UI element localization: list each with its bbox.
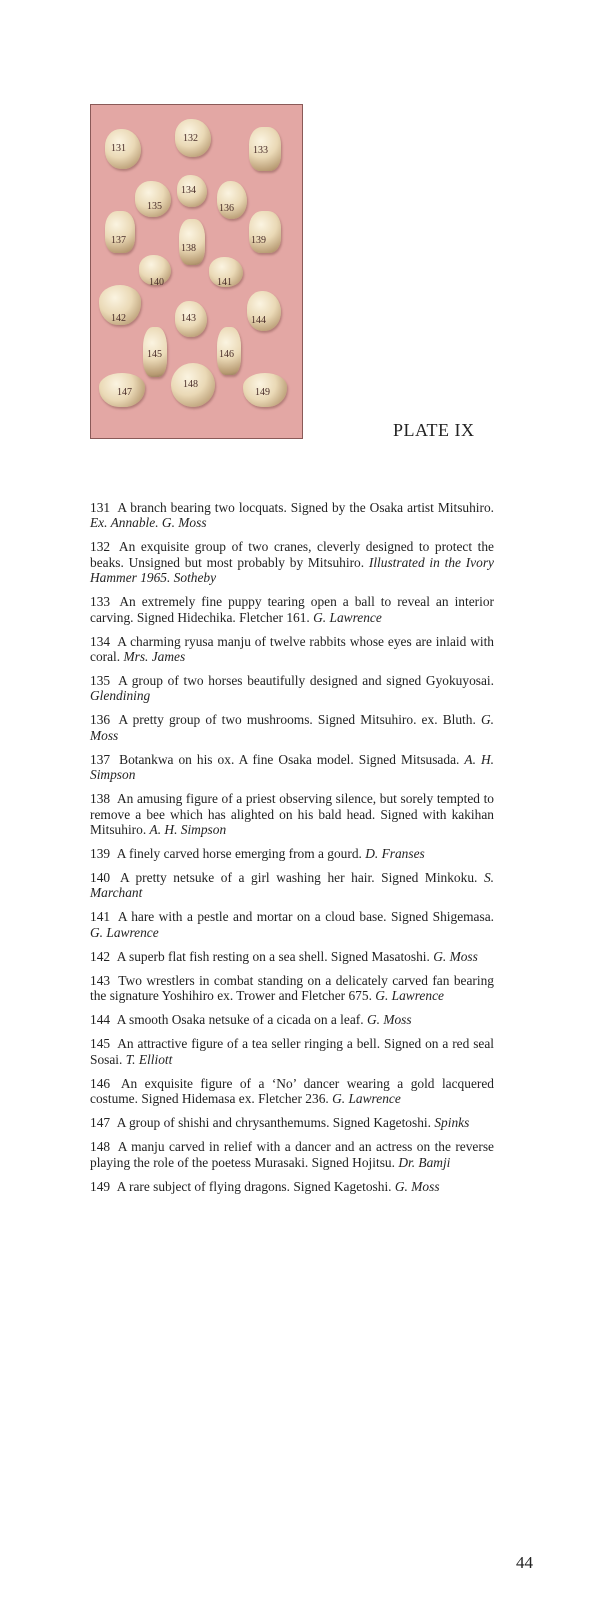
entry-description: A group of two horses beautifully designed and signed Gyokuyosai. [118,673,494,689]
plate-label-142: 142 [111,313,126,324]
entry-description: An attractive figure of a tea seller ringing a bell. Signed on a red seal Sosai. [90,1036,495,1067]
catalogue-entry [90,1036,494,1067]
entry-source: G. Moss [433,948,478,964]
entry-source: Illustrated in the Ivory Hammer 1965. Sotheby [90,554,494,586]
entry-source: A. H. Simpson [90,751,494,783]
catalogue-entry [90,634,494,665]
entry-description: Botankwa on his ox. A fine Osaka model. Signed Mitsusada. [119,751,460,767]
entry-number: 143 [90,972,111,988]
plate-label-135: 135 [147,201,162,212]
entry-source: A. H. Simpson [149,822,227,838]
netsuke-137 [105,211,135,253]
entry-number: 131 [90,500,111,515]
entry-description: An amusing figure of a priest observing silence, but sorely tempted to remove a bee which has alighted on his bald head. Signed with kakihan Mitsuhiro. [90,791,494,838]
catalogue-entry [90,1012,494,1027]
catalogue-entries [90,500,494,1203]
entry-number: 142 [90,948,111,964]
catalogue-entry [90,949,494,964]
netsuke-138 [179,219,205,265]
entry-source: Dr. Bamji [398,1154,451,1170]
entry-source: G. Moss [394,1178,440,1194]
entry-description: An exquisite group of two cranes, cleverly designed to protect the beaks. Unsigned but most probably by Mitsuhiro. [90,539,494,570]
entry-number: 136 [90,712,111,728]
catalogue-entry [90,1179,494,1194]
entry-description: Two wrestlers in combat standing on a delicately carved fan bearing the signature Yoshihiro ex. Trower and Fletcher 675. [90,972,494,1004]
entry-number: 144 [90,1012,111,1028]
plate-label-147: 147 [117,387,132,398]
entry-number: 135 [90,673,111,689]
catalogue-entry [90,791,494,837]
entry-source: G. Lawrence [313,609,382,625]
entry-description: A manju carved in relief with a dancer and an actress on the reverse playing the role of the poetess Murasaki. Signed Hojitsu. [90,1139,494,1170]
entry-description: A smooth Osaka netsuke of a cicada on a leaf. [116,1012,364,1028]
catalogue-entry [90,500,494,531]
netsuke-139 [249,211,281,253]
plate-title: PLATE IX [393,420,475,440]
catalogue-entry [90,673,494,704]
entry-source: Glendining [90,688,151,704]
entry-number: 133 [90,594,111,610]
catalogue-entry [90,1076,494,1107]
plate-label-146: 146 [219,349,234,360]
entry-number: 138 [90,791,111,807]
catalogue-entry [90,909,494,940]
entry-source: G. Lawrence [375,988,444,1004]
entry-description: A hare with a pestle and mortar on a cloud base. Signed Shigemasa. [117,909,494,925]
plate-label-145: 145 [147,349,162,360]
entry-number: 149 [90,1178,111,1194]
entry-description: An extremely fine puppy tearing open a ball to reveal an interior carving. Signed Hidechika. Fletcher 161. [90,594,494,625]
catalogue-entry [90,1115,494,1130]
entry-source: Mrs. James [123,649,186,665]
catalogue-entry [90,594,494,625]
entry-source: G. Lawrence [90,924,159,940]
catalogue-entry [90,870,494,901]
entry-description: A group of shishi and chrysanthemums. Signed Kagetoshi. [116,1115,431,1131]
plate-label-137: 137 [111,235,126,246]
plate-label-141: 141 [217,277,232,288]
plate-label-144: 144 [251,315,266,326]
catalogue-entry [90,752,494,783]
entry-number: 146 [90,1075,111,1091]
catalogue-entry [90,1139,494,1170]
entry-description: A superb flat fish resting on a sea shell. Signed Masatoshi. [116,948,430,964]
entry-source: D. Franses [365,846,425,862]
entry-number: 145 [90,1036,111,1052]
plate-label-133: 133 [253,145,268,156]
entry-number: 132 [90,539,111,555]
catalogue-entry [90,846,494,861]
entry-description: A finely carved horse emerging from a gourd. [116,846,362,862]
plate-label-131: 131 [111,143,126,154]
entry-source: S. Marchant [90,870,495,901]
plate-label-132: 132 [183,133,198,144]
entry-number: 134 [90,633,111,649]
entry-number: 140 [90,870,111,886]
plate-label-149: 149 [255,387,270,398]
entry-number: 139 [90,846,111,862]
plate-label-148: 148 [183,379,198,390]
entry-description: An exquisite figure of a ‘No’ dancer wearing a gold lacquered costume. Signed Hidemasa ex. Fletcher 236. [90,1075,494,1107]
entry-description: A branch bearing two locquats. Signed by the Osaka artist Mitsuhiro. [117,500,495,515]
entry-description: A pretty group of two mushrooms. Signed Mitsuhiro. ex. Bluth. [118,712,476,728]
entry-description: A pretty netsuke of a girl washing her hair. Signed Minkoku. [119,870,478,886]
entry-source: G. Moss [366,1012,412,1028]
catalogue-entry [90,973,494,1004]
entry-source: T. Elliott [125,1051,173,1067]
entry-source: Ex. Annable. G. Moss [90,515,207,531]
plate-illustration [90,104,303,439]
plate-label-134: 134 [181,185,196,196]
entry-description: A rare subject of flying dragons. Signed Kagetoshi. [116,1178,392,1194]
catalogue-entry [90,539,494,585]
plate-label-139: 139 [251,235,266,246]
entry-number: 137 [90,751,111,767]
page-number: 44 [516,1553,533,1572]
plate-label-143: 143 [181,313,196,324]
plate-label-136: 136 [219,203,234,214]
entry-number: 147 [90,1115,111,1131]
entry-source: G. Moss [90,712,494,743]
entry-number: 148 [90,1139,111,1155]
plate-label-140: 140 [149,277,164,288]
entry-source: G. Lawrence [332,1091,401,1107]
catalogue-entry [90,712,494,743]
entry-number: 141 [90,909,111,925]
plate-label-138: 138 [181,243,196,254]
entry-description: A charming ryusa manju of twelve rabbits whose eyes are inlaid with coral. [90,633,494,665]
entry-source: Spinks [434,1115,470,1131]
